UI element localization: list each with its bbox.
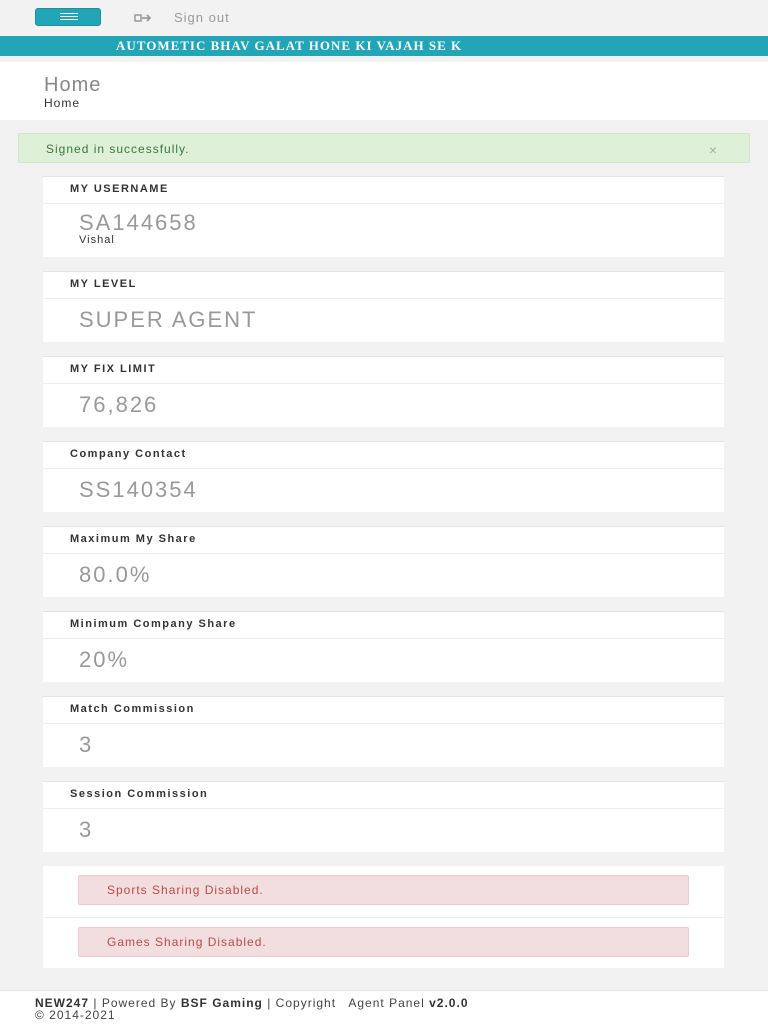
alert-message: Signed in successfully. xyxy=(46,142,190,156)
card-company-contact xyxy=(43,441,724,512)
card-value: SA144658 xyxy=(79,210,198,235)
sharing-row xyxy=(43,917,724,969)
sharing-status-card xyxy=(43,866,724,968)
hamburger-icon xyxy=(60,13,78,22)
page-title: Home xyxy=(44,74,102,96)
sign-out-link[interactable] xyxy=(134,10,230,25)
menu-toggle-button[interactable] xyxy=(35,8,101,26)
success-alert xyxy=(18,133,750,163)
footer xyxy=(0,990,768,1025)
card-label: Session Commission xyxy=(43,782,724,809)
card-value: SUPER AGENT xyxy=(79,307,258,332)
breadcrumb[interactable]: Home xyxy=(44,96,81,110)
sign-out-label: Sign out xyxy=(174,10,230,25)
announcement-marquee xyxy=(0,36,768,56)
footer-brand: NEW247 xyxy=(35,996,90,1010)
card-min-company-share xyxy=(43,611,724,682)
sign-out-icon xyxy=(134,12,154,24)
sports-sharing-alert: Sports Sharing Disabled. xyxy=(78,875,689,905)
card-value: 80.0% xyxy=(79,562,152,587)
card-label: Minimum Company Share xyxy=(43,612,724,639)
card-value: 76,826 xyxy=(79,392,159,417)
card-label: Match Commission xyxy=(43,697,724,724)
footer-company: BSF Gaming xyxy=(180,996,263,1010)
marquee-text: AUTOMETIC BHAV GALAT HONE KI VAJAH SE K xyxy=(116,38,463,53)
card-label: MY FIX LIMIT xyxy=(43,357,724,384)
footer-years: © 2014-2021 xyxy=(35,1008,116,1022)
page-header xyxy=(0,62,768,120)
footer-version: v2.0.0 xyxy=(429,996,469,1010)
card-value: 20% xyxy=(79,647,130,672)
footer-powered: | Powered By xyxy=(93,996,177,1010)
sharing-row xyxy=(43,866,724,917)
card-session-commission xyxy=(43,781,724,852)
card-value: SS140354 xyxy=(79,477,198,502)
card-match-commission xyxy=(43,696,724,767)
games-sharing-alert: Games Sharing Disabled. xyxy=(78,927,689,957)
card-username xyxy=(43,176,724,257)
card-fix-limit xyxy=(43,356,724,427)
close-icon[interactable]: × xyxy=(708,142,717,158)
card-value: 3 xyxy=(79,817,94,842)
footer-copyright: | Copyright Agent Panel xyxy=(267,996,425,1010)
card-subvalue: Vishal xyxy=(79,234,115,246)
top-bar xyxy=(0,0,768,36)
card-label: MY USERNAME xyxy=(43,177,724,204)
card-label: Maximum My Share xyxy=(43,527,724,554)
card-level xyxy=(43,271,724,342)
card-label: MY LEVEL xyxy=(43,272,724,299)
card-label: Company Contact xyxy=(43,442,724,469)
card-value: 3 xyxy=(79,732,94,757)
card-max-share xyxy=(43,526,724,597)
